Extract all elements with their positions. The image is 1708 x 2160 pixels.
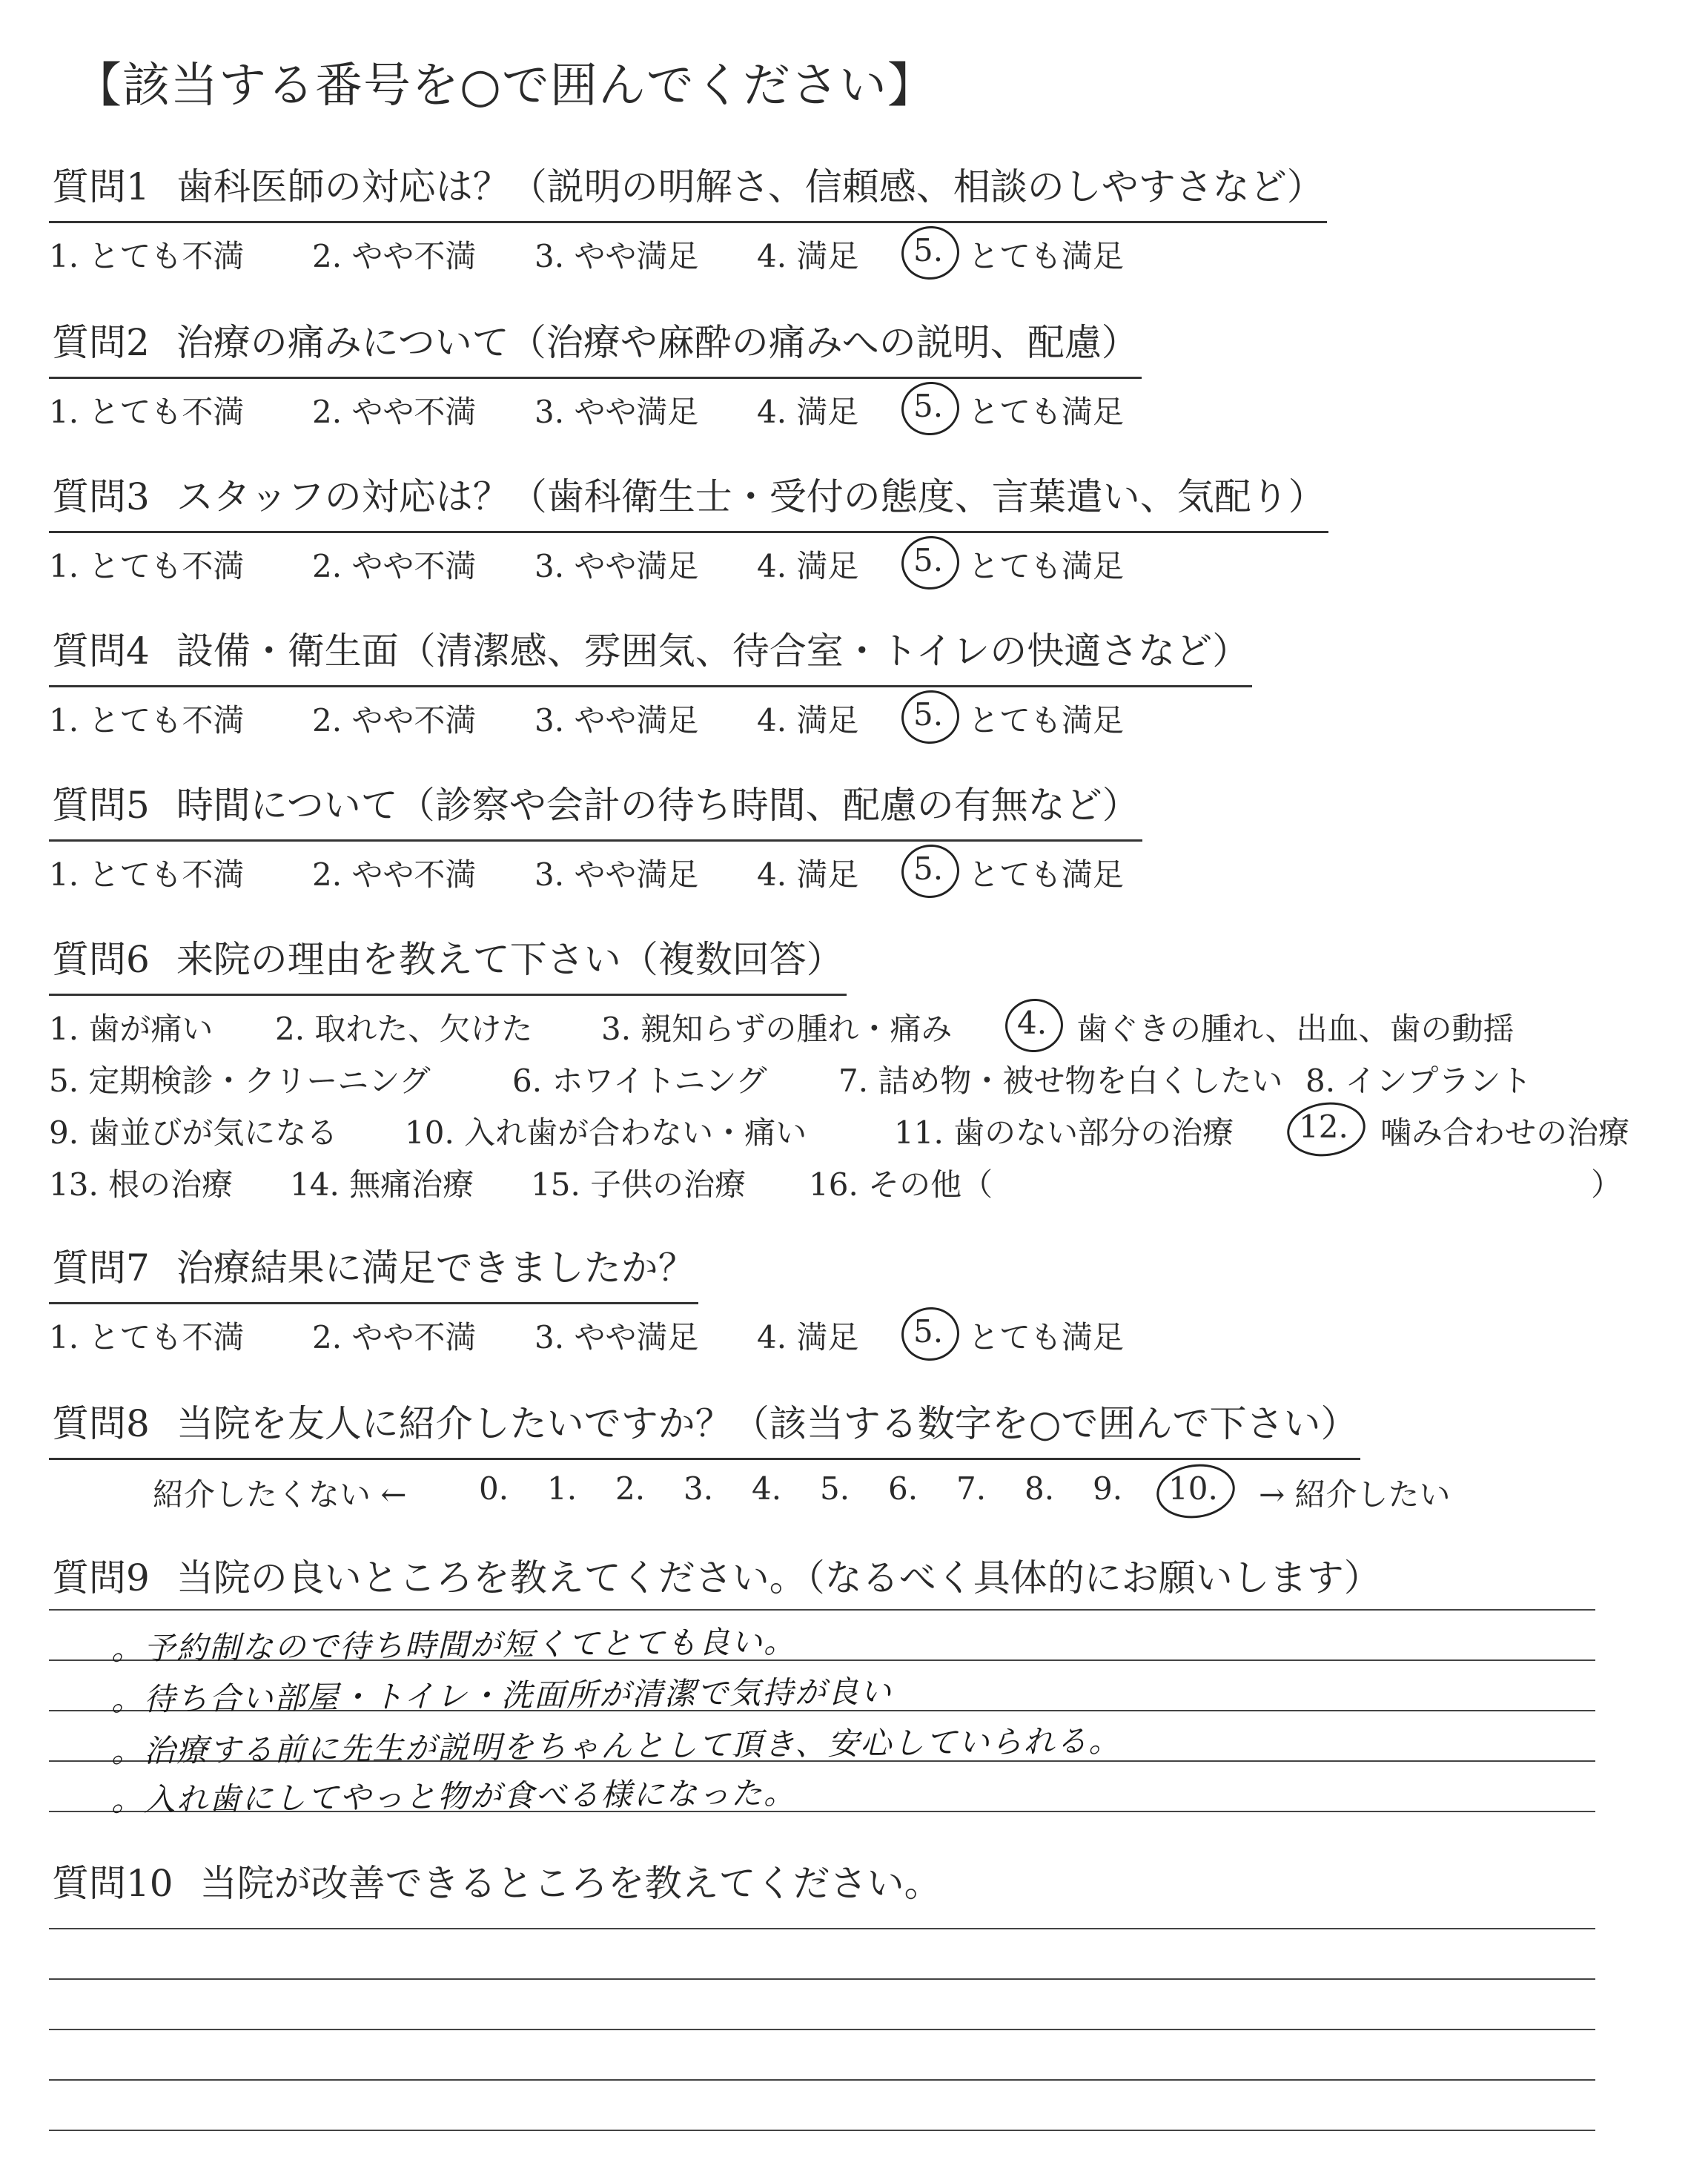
option-4-label: 歯ぐきの腫れ、出血、歯の動揺 bbox=[1076, 1011, 1515, 1047]
option-5-selected[interactable]: 5. bbox=[913, 388, 944, 424]
answer-line[interactable] bbox=[49, 2130, 1595, 2131]
question-8-label: 質問8 bbox=[52, 1402, 150, 1445]
option-1[interactable]: 1. とても不満 bbox=[49, 394, 245, 430]
question-9-title bbox=[49, 1548, 1384, 1612]
option-3[interactable]: 3. やや満足 bbox=[534, 238, 699, 274]
option-1[interactable]: 1. とても不満 bbox=[49, 1319, 245, 1355]
question-8-text: 当院を友人に紹介したいですか？（該当する数字を○で囲んで下さい） bbox=[176, 1402, 1358, 1445]
number-3[interactable]: 3. bbox=[683, 1470, 714, 1507]
number-2[interactable]: 2. bbox=[615, 1470, 646, 1507]
question-10 bbox=[49, 1854, 944, 1918]
number-0[interactable]: 0. bbox=[479, 1470, 509, 1507]
option-3[interactable]: 3. やや満足 bbox=[534, 856, 699, 893]
question-9-text: 当院の良いところを教えてください。（なるべく具体的にお願いします） bbox=[176, 1556, 1381, 1599]
option-4[interactable]: 4. 満足 bbox=[757, 856, 859, 893]
option-2[interactable]: 2. やや不満 bbox=[312, 1319, 477, 1355]
answer-line[interactable] bbox=[49, 1928, 1595, 1929]
option-5-label: とても満足 bbox=[968, 1319, 1125, 1355]
option-3[interactable]: 3. やや満足 bbox=[534, 394, 699, 430]
option-5-label: とても満足 bbox=[968, 702, 1125, 739]
option-5[interactable]: 5. 定期検診・クリーニング bbox=[49, 1063, 431, 1099]
handwritten-answer-4: 。入れ歯にしてやっと物が食べる様になった。 bbox=[110, 1774, 797, 1818]
answer-line[interactable] bbox=[49, 2029, 1595, 2030]
question-1 bbox=[49, 157, 1327, 277]
option-2[interactable]: 2. やや不満 bbox=[312, 856, 477, 893]
option-1[interactable]: 1. とても不満 bbox=[49, 548, 245, 584]
question-8 bbox=[49, 1394, 1451, 1518]
question-3-text: スタッフの対応は？（歯科衛生士・受付の態度、言葉遣い、気配り） bbox=[176, 475, 1325, 518]
option-1[interactable]: 1. とても不満 bbox=[49, 702, 245, 739]
option-12-selected[interactable]: 12. bbox=[1299, 1109, 1348, 1145]
answer-line[interactable] bbox=[49, 1978, 1595, 1980]
options-row-3 bbox=[49, 1109, 1630, 1160]
question-1-scale bbox=[49, 232, 1327, 277]
option-5-label: とても満足 bbox=[968, 548, 1125, 584]
question-6-title bbox=[49, 930, 847, 996]
option-13[interactable]: 13. 根の治療 bbox=[49, 1166, 234, 1203]
question-10-label: 質問10 bbox=[52, 1862, 173, 1905]
handwritten-answer-3: 。治療する前に先生が説明をちゃんとして頂き、安心していられる。 bbox=[110, 1722, 1122, 1770]
number-10-selected[interactable]: 10. bbox=[1168, 1470, 1218, 1507]
question-2-title bbox=[49, 313, 1142, 379]
right-label: → 紹介したい bbox=[1259, 1476, 1451, 1513]
question-7-text: 治療結果に満足できましたか？ bbox=[176, 1246, 695, 1289]
handwritten-answer-1: 。予約制なので待ち時間が短くてとても良い。 bbox=[110, 1623, 797, 1667]
option-2[interactable]: 2. やや不満 bbox=[312, 238, 477, 274]
question-4-title bbox=[49, 621, 1252, 687]
question-3-label: 質問3 bbox=[52, 475, 150, 518]
option-4[interactable]: 4. 満足 bbox=[757, 394, 859, 430]
option-4[interactable]: 4. 満足 bbox=[757, 1319, 859, 1355]
option-12-label: 噛み合わせの治療 bbox=[1380, 1114, 1630, 1151]
question-8-scale bbox=[49, 1470, 1451, 1518]
option-1[interactable]: 1. とても不満 bbox=[49, 856, 245, 893]
option-3[interactable]: 3. やや満足 bbox=[534, 548, 699, 584]
question-4-text: 設備・衛生面（清潔感、雰囲気、待合室・トイレの快適さなど） bbox=[176, 630, 1250, 673]
question-10-title bbox=[49, 1854, 944, 1918]
option-4[interactable]: 4. 満足 bbox=[757, 238, 859, 274]
option-16-close-paren: ） bbox=[1591, 1166, 1623, 1203]
question-7-scale bbox=[49, 1313, 1125, 1358]
answer-line bbox=[49, 1609, 1595, 1611]
options-row-4 bbox=[49, 1160, 1623, 1212]
option-5-selected[interactable]: 5. bbox=[913, 696, 944, 733]
question-3 bbox=[49, 467, 1328, 587]
option-5-selected[interactable]: 5. bbox=[913, 851, 944, 887]
question-1-text: 歯科医師の対応は？（説明の明解さ、信頼感、相談のしやすさなど） bbox=[176, 165, 1324, 208]
number-1[interactable]: 1. bbox=[547, 1470, 577, 1507]
option-2[interactable]: 2. やや不満 bbox=[312, 394, 477, 430]
question-9 bbox=[49, 1548, 1384, 1612]
option-10[interactable]: 10. 入れ歯が合わない・痛い bbox=[405, 1114, 807, 1151]
question-2-label: 質問2 bbox=[52, 321, 150, 364]
option-8[interactable]: 8. インプラント bbox=[1305, 1063, 1532, 1099]
option-5-label: とても満足 bbox=[968, 238, 1125, 274]
option-3[interactable]: 3. やや満足 bbox=[534, 702, 699, 739]
option-5-selected[interactable]: 5. bbox=[913, 1313, 944, 1350]
question-5-label: 質問5 bbox=[52, 784, 150, 827]
question-4-scale bbox=[49, 696, 1252, 741]
question-7 bbox=[49, 1238, 1125, 1358]
number-8[interactable]: 8. bbox=[1025, 1470, 1055, 1507]
question-3-scale bbox=[49, 542, 1328, 587]
question-5-scale bbox=[49, 851, 1142, 895]
options-row-1 bbox=[49, 1005, 1515, 1057]
number-5[interactable]: 5. bbox=[820, 1470, 850, 1507]
question-6-options bbox=[49, 1005, 1630, 1212]
option-9[interactable]: 9. 歯並びが気になる bbox=[49, 1114, 338, 1151]
option-5-selected[interactable]: 5. bbox=[913, 542, 944, 578]
option-3[interactable]: 3. やや満足 bbox=[534, 1319, 699, 1355]
question-2-scale bbox=[49, 388, 1142, 432]
question-10-text: 当院が改善できるところを教えてください。 bbox=[199, 1862, 941, 1905]
option-1[interactable]: 1. とても不満 bbox=[49, 238, 245, 274]
number-9[interactable]: 9. bbox=[1093, 1470, 1123, 1507]
option-5-selected[interactable]: 5. bbox=[913, 232, 944, 268]
question-1-label: 質問1 bbox=[52, 165, 150, 208]
option-7[interactable]: 7. 詰め物・被せ物を白くしたい bbox=[838, 1063, 1283, 1099]
question-2-text: 治療の痛みについて（治療や麻酔の痛みへの説明、配慮） bbox=[176, 321, 1139, 364]
question-7-label: 質問7 bbox=[52, 1246, 150, 1289]
option-14[interactable]: 14. 無痛治療 bbox=[290, 1166, 474, 1203]
question-4 bbox=[49, 621, 1252, 741]
option-2[interactable]: 2. 取れた、欠けた bbox=[275, 1011, 533, 1047]
handwritten-answer-2: 。待ち合い部屋・トイレ・洗面所が清潔で気持が良い bbox=[110, 1673, 893, 1718]
option-4-selected[interactable]: 4. bbox=[1017, 1005, 1047, 1041]
question-6-label: 質問6 bbox=[52, 938, 150, 981]
option-5-label: とても満足 bbox=[968, 856, 1125, 893]
question-3-title bbox=[49, 467, 1328, 533]
number-4[interactable]: 4. bbox=[752, 1470, 782, 1507]
option-11[interactable]: 11. 歯のない部分の治療 bbox=[894, 1114, 1234, 1151]
answer-line[interactable] bbox=[49, 2079, 1595, 2081]
option-15[interactable]: 15. 子供の治療 bbox=[531, 1166, 747, 1203]
option-5-label: とても満足 bbox=[968, 394, 1125, 430]
number-7[interactable]: 7. bbox=[956, 1470, 987, 1507]
question-6 bbox=[49, 930, 1630, 1212]
question-1-title bbox=[49, 157, 1327, 223]
question-7-title bbox=[49, 1238, 698, 1304]
option-3[interactable]: 3. 親知らずの腫れ・痛み bbox=[601, 1011, 953, 1047]
option-4[interactable]: 4. 満足 bbox=[757, 702, 859, 739]
option-4[interactable]: 4. 満足 bbox=[757, 548, 859, 584]
left-label: 紹介したくない ← bbox=[153, 1476, 407, 1513]
option-2[interactable]: 2. やや不満 bbox=[312, 548, 477, 584]
question-5 bbox=[49, 776, 1142, 895]
question-2 bbox=[49, 313, 1142, 432]
options-row-2 bbox=[49, 1057, 1532, 1109]
question-9-label: 質問9 bbox=[52, 1556, 150, 1599]
question-8-title bbox=[49, 1394, 1360, 1460]
instruction-heading: 【該当する番号を○で囲んでください】 bbox=[74, 59, 936, 113]
option-16[interactable]: 16. その他（ bbox=[809, 1166, 993, 1203]
option-2[interactable]: 2. やや不満 bbox=[312, 702, 477, 739]
number-6[interactable]: 6. bbox=[888, 1470, 918, 1507]
option-6[interactable]: 6. ホワイトニング bbox=[512, 1063, 767, 1099]
question-4-label: 質問4 bbox=[52, 630, 150, 673]
option-1[interactable]: 1. 歯が痛い bbox=[49, 1011, 214, 1047]
question-5-title bbox=[49, 776, 1142, 842]
question-5-text: 時間について（診察や会計の待ち時間、配慮の有無など） bbox=[176, 784, 1139, 827]
question-6-text: 来院の理由を教えて下さい（複数回答） bbox=[176, 938, 844, 981]
